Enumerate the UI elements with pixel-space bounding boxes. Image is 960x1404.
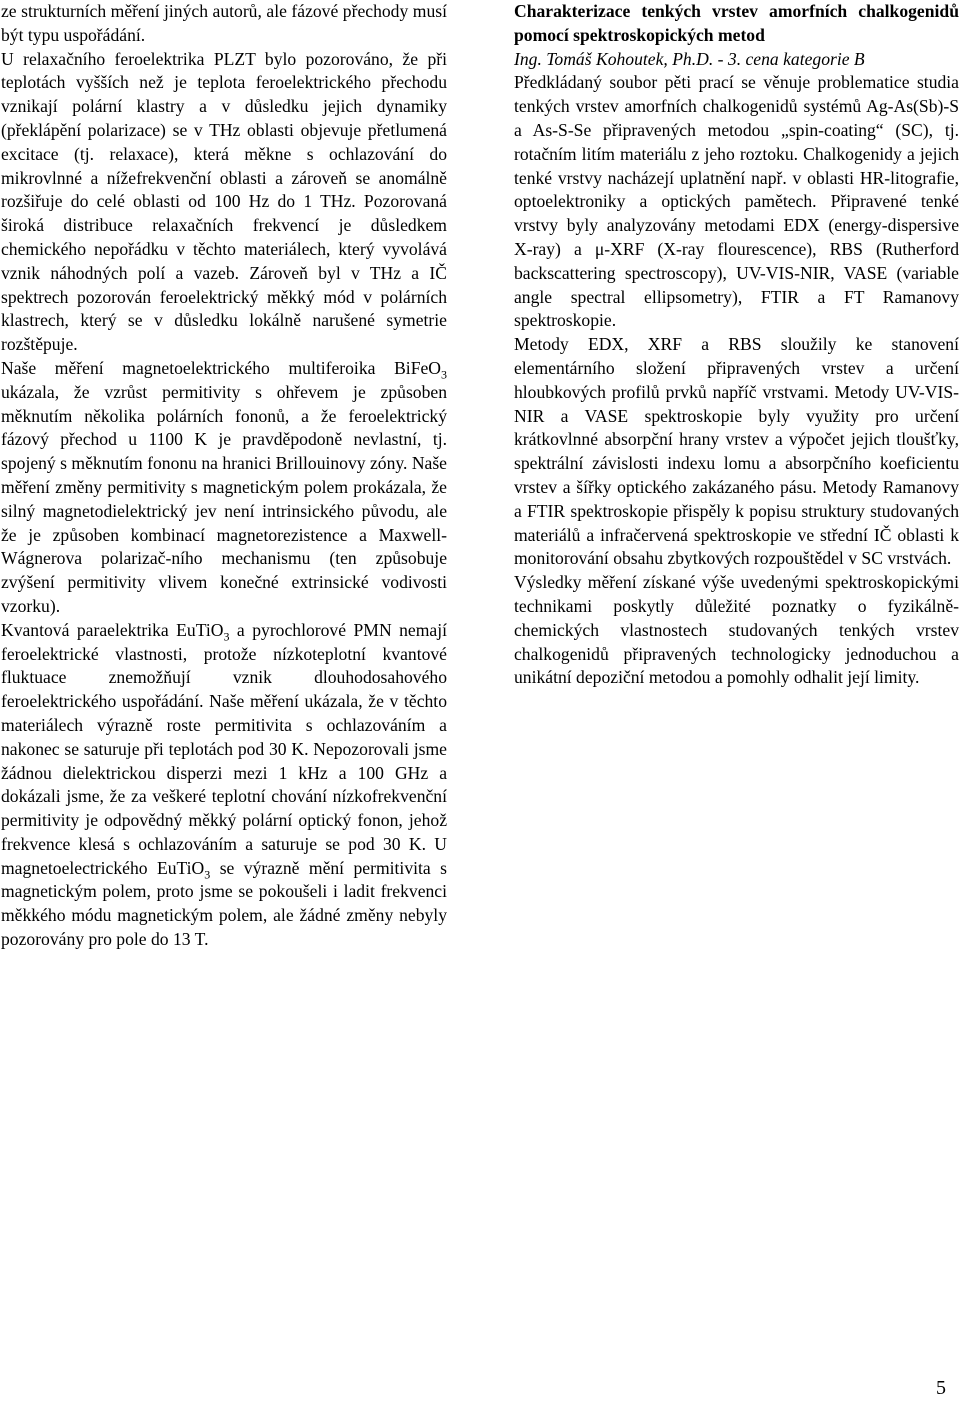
right-column (514, 0, 959, 690)
text-run: se výrazně mění permitivita s magnetickým polem, proto jsme se pokoušeli i ladit frekvenci měkkého módu magnetickým polem, ale žádné změny nebyly pozorovány pro pole do 13 T. (1, 857, 447, 950)
article-author: Ing. Tomáš Kohoutek, Ph.D. - 3. cena kategorie B (514, 48, 865, 69)
paragraph: U relaxačního feroelektrika PLZT bylo pozorováno, že při teplotách vyšších než je teplota feroelektrického přechodu vznikají polární klastry a v důsledku jejich dynamiky (překlápění polarizace) se v THz oblasti objevuje přetlumená excitace (tj. relaxace), která měkne s ochlazování do mikrovlnné a nížefrekvenční oblasti a zároveň se anomálně rozšiřuje do celé oblasti od 100 Hz do 1 THz. Pozorovaná široká distribuce relaxačních frekvencí je důsledkem chemického nepořádku v těchto materiálech, který vyvolává vznik náhodných polí a vazeb. Zároveň byl v THz a IČ spektrech pozorován feroelektrický měkký mód v polárních klastrech, který se v důsledku lokálně narušené symetrie rozštěpuje. (1, 48, 447, 355)
subscript: 3 (223, 629, 230, 644)
text-run: Kvantová paraelektrika EuTiO (1, 619, 224, 640)
paragraph (1, 357, 447, 619)
subscript: 3 (441, 367, 447, 382)
paragraph (1, 619, 447, 952)
text-run: Naše měření magnetoelektrického multiferoika BiFeO (1, 357, 441, 378)
paragraph: ze strukturních měření jiných autorů, ale fázové přechody musí být typu uspořádání. (1, 1, 447, 45)
paragraph: Metody EDX, XRF a RBS sloužily ke stanovení elementárního složení připravených vrstev a určení hloubkových profilů prvků napříč vrstvami. Metody UV-VIS-NIR a VASE spektroskopie byly využity pro určení krátkovlnné absorpční hrany vrstev a výpočet jejich tloušťky, spektrální závislosti indexu lomu a absorpčního koeficientu vrstev a šířky optického zakázaného pásu. Metody Ramanovy a FTIR spektroskopie přispěly k popisu struktury studovaných materiálů a infračervená spektroskopie ve střední IČ oblasti k monitorování obsahu zbytkových rozpouštědel v SC vrstvách. (514, 334, 959, 569)
article-title: Charakterizace tenkých vrstev amorfních chalkogenidů pomocí spektroskopických metod (514, 1, 959, 45)
text-run: ukázala, že vzrůst permitivity s ohřevem je způsoben měknutím několika polárních fononů, a že feroelektrický fázový přechod u 1100 K je pravděpodoně nevlastní, tj. spojený s měknutím fononu na hranici Brillouinovy zóny. Naše měření změny permitivity s magnetickým polem prokázala, že silný magnetodielektrický jev není intrinsického původu, ale že je způsoben kombinací magnetorezistence a Maxwell-Wágnerova polarizač-ního mechanismu (ten způsobuje zvýšení permitivity vlivem konečné extrinsické vodivosti vzorku). (1, 381, 447, 616)
paragraph: Výsledky měření získané výše uvedenými spektroskopickými technikami poskytly důležité poznatky o fyzikálně-chemických vlastnostech studovaných tenkých vrstev chalkogenidů připravených technologicky jednoduchou a unikátní depoziční metodou a pomohly odhalit její limity. (514, 572, 959, 688)
paragraph: Předkládaný soubor pěti prací se věnuje problematice studia tenkých vrstev amorfních chalkogenidů systémů Ag-As(Sb)-S a As-S-Se připravených metodou „spin-coating“ (SC), tj. rotačním litím materiálu z jeho roztoku. Chalkogenidy a jejich tenké vrstvy nacházejí uplatnění např. v oblasti HR-litografie, optoelektroniky a optických pamětech. Připravené tenké vrstvy byly analyzovány metodami EDX (energy-dispersive X-ray) a μ-XRF (X-ray flourescence), RBS (Rutherford backscattering spectroscopy), UV-VIS-NIR, VASE (variable angle spectral ellipsometry), FTIR a FT Ramanovy spektroskopie. (514, 72, 959, 331)
left-column (1, 0, 447, 952)
subscript: 3 (204, 867, 211, 882)
text-run: a pyrochlorové PMN nemají feroelektrické vlastnosti, protože nízkoteplotní kvantové fluktuace znemožňují vznik dlouhodosahového feroelektrického uspořádání. Naše měření ukázala, že v těchto materiálech výrazně roste permitivita s ochlazováním a nakonec se saturuje při teplotách pod 30 K. Nepozorovali jsme žádnou dielektrickou disperzi mezi 1 kHz a 100 GHz a dokázali jsme, že za veškeré teplotní chování nízkofrekvenční permitivity je odpovědný měkký polární optický fonon, jehož frekvence klesá s ochlazováním a saturuje se pod 30 K. U magnetoelectrického EuTiO (1, 619, 448, 878)
page-number: 5 (936, 1377, 946, 1399)
